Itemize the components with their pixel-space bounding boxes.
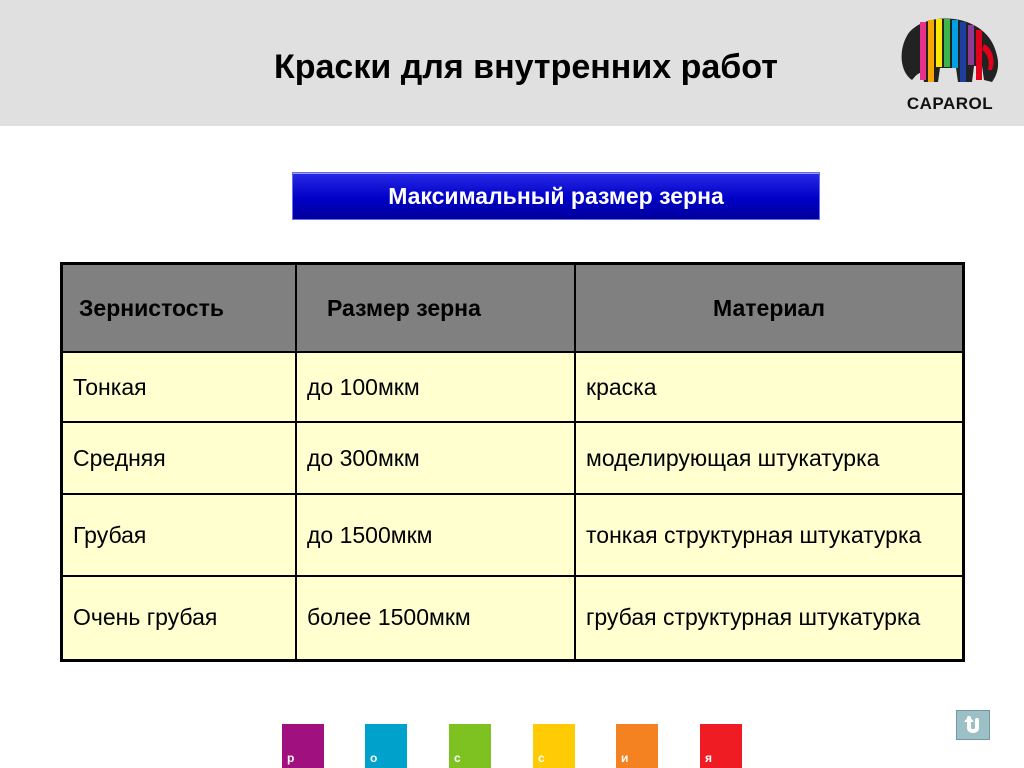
color-square-3: [449, 724, 491, 768]
cell-grain-size: более 1500мкм: [296, 576, 575, 660]
u-turn-arrow-icon: [961, 714, 985, 736]
color-square-2: [365, 724, 407, 768]
cell-material: краска: [575, 352, 964, 422]
color-square-4: [533, 724, 575, 768]
color-square-6: [700, 724, 742, 768]
table-row: [62, 494, 964, 576]
cell-graininess: Тонкая: [62, 352, 297, 422]
color-squares-bar: [0, 724, 1024, 768]
color-square-5: [616, 724, 658, 768]
table-header-row: [62, 264, 964, 353]
square-letter: с: [454, 751, 461, 765]
cell-grain-size: до 300мкм: [296, 422, 575, 494]
cell-grain-size: до 100мкм: [296, 352, 575, 422]
back-button[interactable]: [956, 710, 990, 740]
table-row: [62, 422, 964, 494]
logo-text: CAPAROL: [906, 94, 994, 113]
subtitle-banner: Максимальный размер зерна: [292, 172, 820, 220]
grain-size-table: [60, 262, 965, 662]
cell-material: тонкая структурная штукатурка: [575, 494, 964, 576]
cell-graininess: Средняя: [62, 422, 297, 494]
table-row: [62, 352, 964, 422]
header-material: Материал: [575, 264, 964, 353]
square-letter: р: [287, 751, 295, 765]
color-square-1: [282, 724, 324, 768]
square-letter: о: [370, 751, 378, 765]
cell-material: моделирующая штукатурка: [575, 422, 964, 494]
cell-graininess: Очень грубая: [62, 576, 297, 660]
header-grain-size: Размер зерна: [296, 264, 575, 353]
square-letter: я: [705, 751, 713, 765]
square-letter: и: [621, 751, 629, 765]
square-letter: с: [538, 751, 545, 765]
cell-grain-size: до 1500мкм: [296, 494, 575, 576]
elephant-logo-icon: [896, 14, 1004, 94]
cell-material: грубая структурная штукатурка: [575, 576, 964, 660]
header-graininess: Зернистость: [62, 264, 297, 353]
table-row: [62, 576, 964, 660]
caparol-logo: [896, 14, 1004, 118]
cell-graininess: Грубая: [62, 494, 297, 576]
page-title: Краски для внутренних работ: [274, 48, 778, 86]
